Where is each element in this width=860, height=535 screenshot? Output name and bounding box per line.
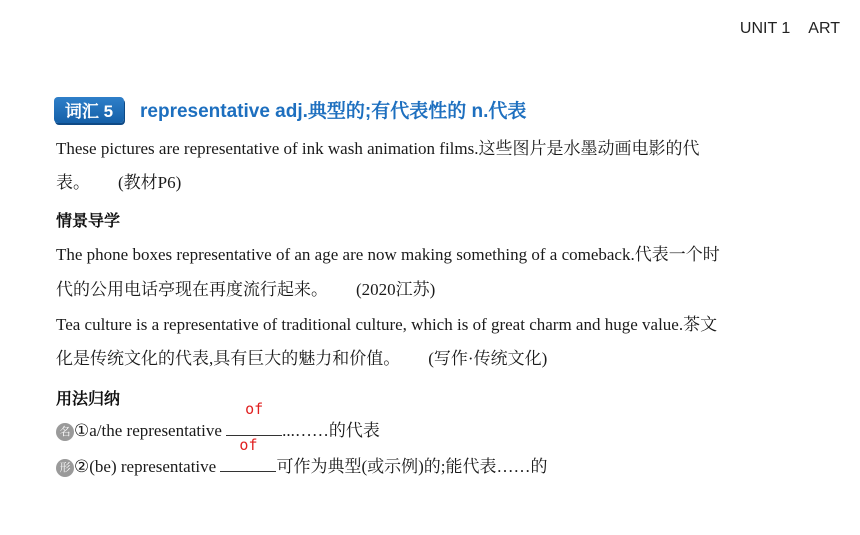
context-sentence-1-source: (2020江苏) (356, 280, 436, 299)
usage-item-noun (56, 400, 380, 441)
answer-blank-1[interactable] (226, 400, 282, 436)
example-line-2 (56, 173, 181, 193)
context-sentence-1-line-2 (56, 280, 435, 300)
context-sentence-2-line-1: Tea culture is a representative of traditional culture, which is of great charm and huge value.茶文 (56, 315, 718, 334)
vocab-title: representative adj.典型的;有代表性的 n.代表 (140, 101, 527, 122)
usage-item-noun-prefix: ①a/the representative (74, 421, 227, 440)
context-sentence-1-line-1: The phone boxes representative of an age are now making something of a comeback.代表一个时 (56, 245, 720, 264)
answer-blank-2[interactable] (220, 436, 276, 472)
usage-item-adj-suffix: 可作为典型(或示例)的;能代表……的 (276, 457, 548, 476)
usage-item-adj (56, 436, 548, 477)
example-line-1: These pictures are representative of ink wash animation films.这些图片是水墨动画电影的代 (56, 139, 700, 158)
vocab-badge: 词汇 5 (54, 97, 124, 123)
context-sentence-2-line-2 (56, 349, 547, 369)
usage-item-adj-prefix: ②(be) representative (74, 457, 221, 476)
answer-1: of (245, 400, 264, 418)
noun-tag-icon: 名 (56, 423, 74, 441)
unit-label: UNIT 1 (739, 20, 791, 37)
context-sentence-1-line-2-text: 代的公用电话亭现在再度流行起来。 (56, 280, 328, 299)
example-source: (教材P6) (118, 173, 182, 192)
topic-label: ART (808, 20, 840, 37)
unit-header (740, 20, 840, 38)
context-sentence-2-line-2-text: 化是传统文化的代表,具有巨大的魅力和价值。 (56, 349, 401, 368)
answer-2: of (239, 436, 258, 454)
context-heading: 情景导学 (56, 211, 121, 230)
example-line-2-text: 表。 (56, 173, 90, 192)
context-sentence-2-source: (写作·传统文化) (428, 349, 548, 368)
vocab-heading (54, 96, 526, 123)
usage-item-noun-suffix: ...……的代表 (282, 421, 380, 440)
usage-heading: 用法归纳 (56, 389, 121, 408)
adjective-tag-icon: 形 (56, 459, 74, 477)
